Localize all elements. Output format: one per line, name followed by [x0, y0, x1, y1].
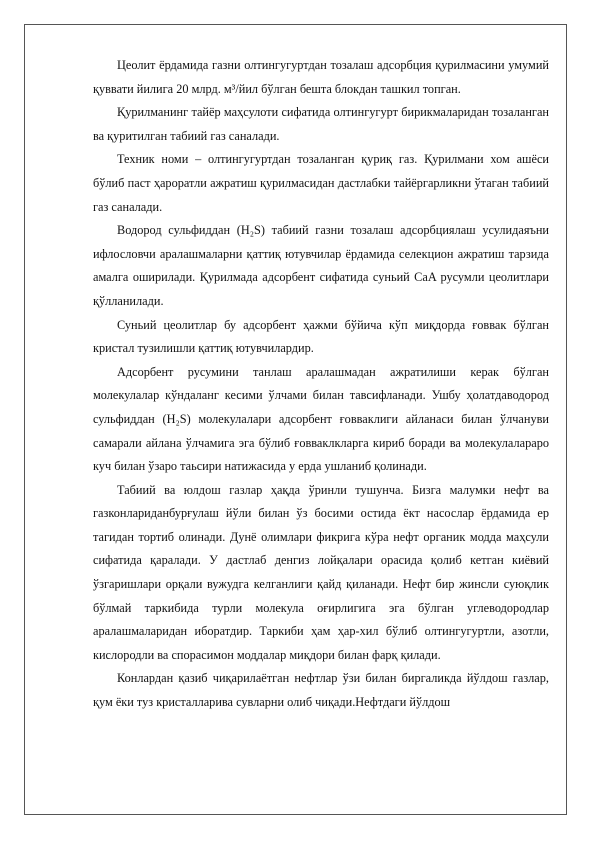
- paragraph-7: Табиий ва юлдош газлар ҳақда ўринли тушунча. Бизга малумки нефт ва газконлариданбурғулаш йўли билан ўз босими остида ёкт насослар ёрдамида ер тагидан тортиб олинади. Дунё олимлари фикрига кўра нефт органик модда маҳсули сифатида қаралади. У дастлаб денгиз лойқалари орасида қолиб кетган киёвий ўзгаришлари орқали вужудга келганлиги қайд қиланади. Нефт бир жинсли суюқлик бўлмай таркибида турли молекула оғирлигига эга бўлган углеводородлар аралашмаларидан иборатдир. Таркиби ҳам ҳар-хил бўлиб олтингугуртли, азотли, кислородли ва спорасимон моддалар миқдори билан фарқ қилади.: [93, 482, 549, 662]
- paragraph-4: Водород сульфиддан (H₂S) табиий газни тозалаш адсорбциялаш усулидаяъни ифлословчи аралашмаларни қаттиқ ютувчилар ёрдамида селекцион ажратиш тарзида амалга оширилади. Қурилмада адсорбент сифатида суньий CaA русумли цеолитлари қўлланилади.: [93, 223, 549, 308]
- paragraph-8: Конлардан қазиб чиқарилаётган нефтлар ўзи билан биргаликда йўлдош газлар, қум ёки туз кристалларива сувларни олиб чиқади.Нефтдаги йўлдош: [93, 671, 549, 710]
- paragraph-5: Суньий цеолитлар бу адсорбент ҳажми бўйича кўп миқдорда ғоввак бўлган кристал тузилишли қаттиқ ютувчилардир.: [93, 317, 549, 356]
- document-body: [93, 54, 549, 715]
- paragraph-3: Техник номи – олтингугуртдан тозаланган қуриқ газ. Қурилмани хом ашёси бўлиб паст ҳароратли ажратиш қурилмасидан дастлабки тайёргарликни ўтаган табиий газ саналади.: [93, 152, 549, 214]
- paragraph-2: Қурилманинг тайёр маҳсулоти сифатида олтингугурт бирикмаларидан тозаланган ва қуритилган табиий газ саналади.: [93, 105, 549, 143]
- paragraph-1: Цеолит ёрдамида газни олтингугуртдан тозалаш адсорбция қурилмасини умумий қуввати йилига 20 млрд. м³/йил бўлган бешта блокдан ташкил топган.: [93, 58, 549, 96]
- paragraph-6: Адсорбент русумини танлаш аралашмадан ажратилиши керак бўлган молекулалар кўндаланг кесими ўлчами билан тавсифланади. Ушбу ҳолатдаводород сульфиддан (H₂S) молекулалари адсорбент ғовваклиги айланаси билан ўлчануви самарали айлана ўлчамига эга бўлиб ғовваклкларга кириб боради ва молекулалараро куч билан ўзаро таьсири натижасида у ерда ушланиб қолинади.: [93, 364, 549, 474]
